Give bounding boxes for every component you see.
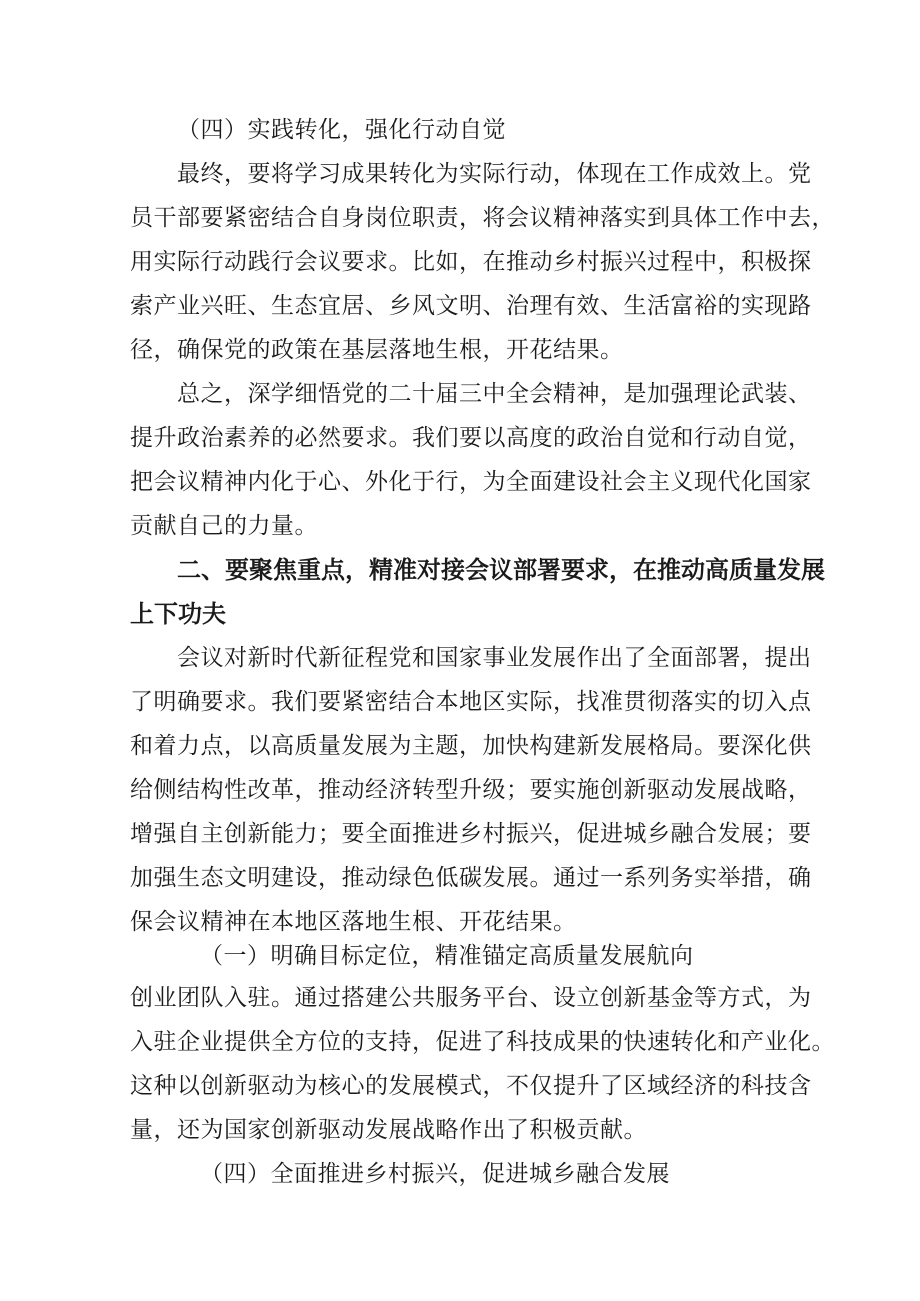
section-heading-practice: （四）实践转化，强化行动自觉 — [177, 117, 506, 143]
paragraph-line: 和着力点，以高质量发展为主题，加快构建新发展格局。要深化供 — [130, 733, 812, 759]
paragraph-line: 提升政治素养的必然要求。我们要以高度的政治自觉和行动自觉， — [130, 425, 812, 451]
paragraph-line: 最终，要将学习成果转化为实际行动，体现在工作成效上。党 — [177, 161, 812, 187]
paragraph-line: 贡献自己的力量。 — [130, 513, 318, 539]
section-heading-focus: 二、要聚焦重点，精准对接会议部署要求，在推动高质量发展 — [177, 556, 825, 584]
paragraph-line: 量，还为国家创新驱动发展战略作出了积极贡献。 — [130, 1117, 647, 1143]
paragraph-line: 用实际行动践行会议要求。比如，在推动乡村振兴过程中，积极探 — [130, 249, 812, 275]
paragraph-line: 加强生态文明建设，推动绿色低碳发展。通过一系列务实举措，确 — [130, 865, 812, 891]
paragraph-line: 保会议精神在本地区落地生根、开花结果。 — [130, 909, 577, 935]
paragraph-line: 这种以创新驱动为核心的发展模式，不仅提升了区域经济的科技含 — [130, 1073, 812, 1099]
paragraph-line: 总之，深学细悟党的二十届三中全会精神，是加强理论武装、 — [177, 381, 812, 407]
paragraph-line: 员干部要紧密结合自身岗位职责，将会议精神落实到具体工作中去， — [130, 205, 835, 231]
subheading-goal: （一）明确目标定位，精准锚定高质量发展航向 — [200, 943, 694, 969]
paragraph-line: 增强自主创新能力；要全面推进乡村振兴，促进城乡融合发展；要 — [130, 821, 812, 847]
paragraph-line: 把会议精神内化于心、外化于行，为全面建设社会主义现代化国家 — [130, 469, 812, 495]
paragraph-line: 了明确要求。我们要紧密结合本地区实际，找准贯彻落实的切入点 — [130, 689, 812, 715]
subheading-rural: （四）全面推进乡村振兴，促进城乡融合发展 — [200, 1161, 670, 1187]
paragraph-line: 入驻企业提供全方位的支持，促进了科技成果的快速转化和产业化。 — [130, 1029, 835, 1055]
paragraph-line: 索产业兴旺、生态宜居、乡风文明、治理有效、生活富裕的实现路 — [130, 293, 812, 319]
paragraph-line: 给侧结构性改革，推动经济转型升级；要实施创新驱动发展战略， — [130, 777, 812, 803]
section-heading-focus-cont: 上下功夫 — [130, 600, 226, 628]
paragraph-line: 会议对新时代新征程党和国家事业发展作出了全面部署，提出 — [177, 645, 812, 671]
paragraph-line: 创业团队入驻。通过搭建公共服务平台、设立创新基金等方式，为 — [130, 985, 812, 1011]
paragraph-line: 径，确保党的政策在基层落地生根，开花结果。 — [130, 337, 624, 363]
